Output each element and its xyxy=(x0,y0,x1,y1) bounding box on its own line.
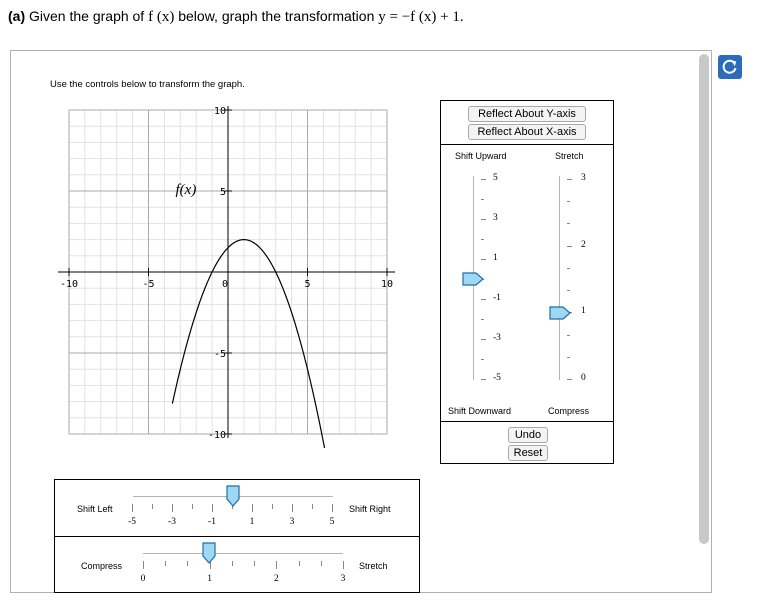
horizontal-shift-scale-label: -5 xyxy=(128,517,136,527)
vertical-shift-scale-major-tick xyxy=(481,379,486,380)
horizontal-shift-scale-minor-tick xyxy=(272,504,273,509)
vertical-shift-scale-major-tick xyxy=(481,259,486,260)
shift-downward-label: Shift Downward xyxy=(448,406,512,416)
horizontal-stretch-scale-minor-tick xyxy=(254,561,255,566)
x-tick-label: 5 xyxy=(304,279,311,290)
vertical-shift-scale-minor-tick xyxy=(481,239,484,240)
vertical-stretch-scale-minor-tick xyxy=(567,357,570,358)
question-prefix: Given the graph of xyxy=(25,8,149,24)
vertical-stretch-scale-major-tick xyxy=(567,179,572,180)
vertical-stretch-scale-minor-tick xyxy=(567,223,570,224)
horizontal-shift-scale-minor-tick xyxy=(312,504,313,509)
vertical-stretch-scale-label: 1 xyxy=(581,306,586,317)
vertical-shift-scale-label: 1 xyxy=(493,253,498,263)
reflect-x-button[interactable]: Reflect About X-axis xyxy=(468,124,586,140)
function-name: f (x) xyxy=(148,9,175,25)
vertical-stretch-scale-major-tick xyxy=(567,379,572,380)
reflect-y-button[interactable]: Reflect About Y-axis xyxy=(468,106,586,122)
horizontal-shift-scale-minor-tick xyxy=(192,504,193,509)
horizontal-stretch-scale-minor-tick xyxy=(187,561,188,566)
x-tick-label: 10 xyxy=(380,279,394,290)
h-compress-label: Compress xyxy=(81,561,123,571)
vertical-shift-scale-label: -1 xyxy=(493,293,501,303)
horizontal-shift-scale-label: -3 xyxy=(168,517,176,527)
stretch-label: Stretch xyxy=(555,151,584,161)
compress-label: Compress xyxy=(548,406,590,416)
question-middle: below, graph the transformation xyxy=(174,8,379,24)
h-stretch-label: Stretch xyxy=(359,561,388,571)
vertical-stretch-track[interactable] xyxy=(559,176,560,380)
horizontal-shift-scale-major-tick xyxy=(252,504,253,512)
vertical-shift-scale-label: -5 xyxy=(493,373,501,383)
refresh-button[interactable] xyxy=(718,55,742,79)
horizontal-stretch-scale-label: 3 xyxy=(340,574,346,584)
y-tick-label: -5 xyxy=(213,349,226,360)
function-graph xyxy=(50,98,400,448)
horizontal-shift-box xyxy=(54,479,420,537)
horizontal-shift-scale-label: 5 xyxy=(329,517,335,527)
vertical-shift-scale-label: 3 xyxy=(493,213,498,223)
scrollbar-thumb[interactable] xyxy=(699,54,709,544)
horizontal-shift-scale-major-tick xyxy=(172,504,173,512)
horizontal-shift-scale-major-tick xyxy=(132,504,133,512)
reset-button[interactable]: Reset xyxy=(508,445,548,461)
question-text xyxy=(8,8,464,26)
control-panel xyxy=(440,100,614,464)
y-tick-label: 5 xyxy=(219,187,226,198)
horizontal-shift-scale-label: 1 xyxy=(249,517,255,527)
function-label: f(x) xyxy=(175,182,197,199)
horizontal-stretch-track[interactable] xyxy=(143,553,343,554)
vertical-shift-scale-label: 5 xyxy=(493,173,498,183)
vertical-stretch-scale-major-tick xyxy=(567,246,572,247)
horizontal-shift-scale-major-tick xyxy=(292,504,293,512)
vertical-stretch-scale-minor-tick xyxy=(567,290,570,291)
vertical-shift-scale-minor-tick xyxy=(481,199,484,200)
horizontal-stretch-scale-label: 1 xyxy=(207,574,213,584)
panel-divider xyxy=(441,144,613,145)
transformation-formula: y = −f (x) + 1. xyxy=(378,9,464,25)
horizontal-stretch-scale-label: 0 xyxy=(140,574,146,584)
vertical-stretch-scale-minor-tick xyxy=(567,201,570,202)
horizontal-stretch-scale-major-tick xyxy=(276,561,277,569)
part-label: (a) xyxy=(8,8,26,24)
vertical-stretch-scale-minor-tick xyxy=(567,268,570,269)
undo-button[interactable]: Undo xyxy=(508,427,548,443)
x-tick-label: 0 xyxy=(221,279,229,290)
y-tick-label: 10 xyxy=(213,106,226,117)
refresh-icon xyxy=(718,55,742,79)
vertical-stretch-handle[interactable] xyxy=(549,306,573,320)
shift-left-label: Shift Left xyxy=(77,504,113,514)
vertical-stretch-scale-minor-tick xyxy=(567,335,570,336)
x-tick-label: -10 xyxy=(59,279,79,290)
panel-divider-bottom xyxy=(441,421,613,422)
vertical-stretch-scale-label: 3 xyxy=(581,173,586,183)
vertical-shift-scale-label: -3 xyxy=(493,333,501,343)
horizontal-stretch-scale-label: 2 xyxy=(273,574,279,584)
vertical-shift-handle[interactable] xyxy=(462,272,486,286)
vertical-shift-scale-minor-tick xyxy=(481,319,484,320)
shift-right-label: Shift Right xyxy=(349,504,391,514)
x-axis-ticks xyxy=(60,268,393,290)
horizontal-shift-scale-label: -1 xyxy=(208,517,216,527)
vertical-shift-scale-minor-tick xyxy=(481,359,484,360)
horizontal-stretch-scale-minor-tick xyxy=(165,561,166,566)
horizontal-shift-scale-label: 3 xyxy=(289,517,295,527)
vertical-stretch-scale-label: 0 xyxy=(581,373,586,383)
vertical-stretch-scale-label: 2 xyxy=(581,239,586,250)
shift-upward-label: Shift Upward xyxy=(455,151,507,161)
vertical-shift-scale-major-tick xyxy=(481,219,486,220)
vertical-shift-scale-major-tick xyxy=(481,299,486,300)
horizontal-stretch-box xyxy=(54,536,420,593)
horizontal-shift-scale-minor-tick xyxy=(152,504,153,509)
horizontal-stretch-scale-major-tick xyxy=(343,561,344,569)
x-tick-label: -5 xyxy=(142,279,155,290)
horizontal-stretch-scale-minor-tick xyxy=(321,561,322,566)
horizontal-stretch-scale-minor-tick xyxy=(299,561,300,566)
vertical-shift-scale-major-tick xyxy=(481,339,486,340)
y-tick-label: -10 xyxy=(207,430,226,441)
vertical-shift-scale-major-tick xyxy=(481,179,486,180)
horizontal-stretch-scale-minor-tick xyxy=(232,561,233,566)
horizontal-shift-scale-major-tick xyxy=(332,504,333,512)
horizontal-shift-scale-major-tick xyxy=(212,504,213,512)
instructions: Use the controls below to transform the graph. xyxy=(50,79,245,90)
horizontal-stretch-handle[interactable] xyxy=(202,542,216,566)
horizontal-shift-handle[interactable] xyxy=(226,485,240,509)
horizontal-stretch-scale-major-tick xyxy=(143,561,144,569)
